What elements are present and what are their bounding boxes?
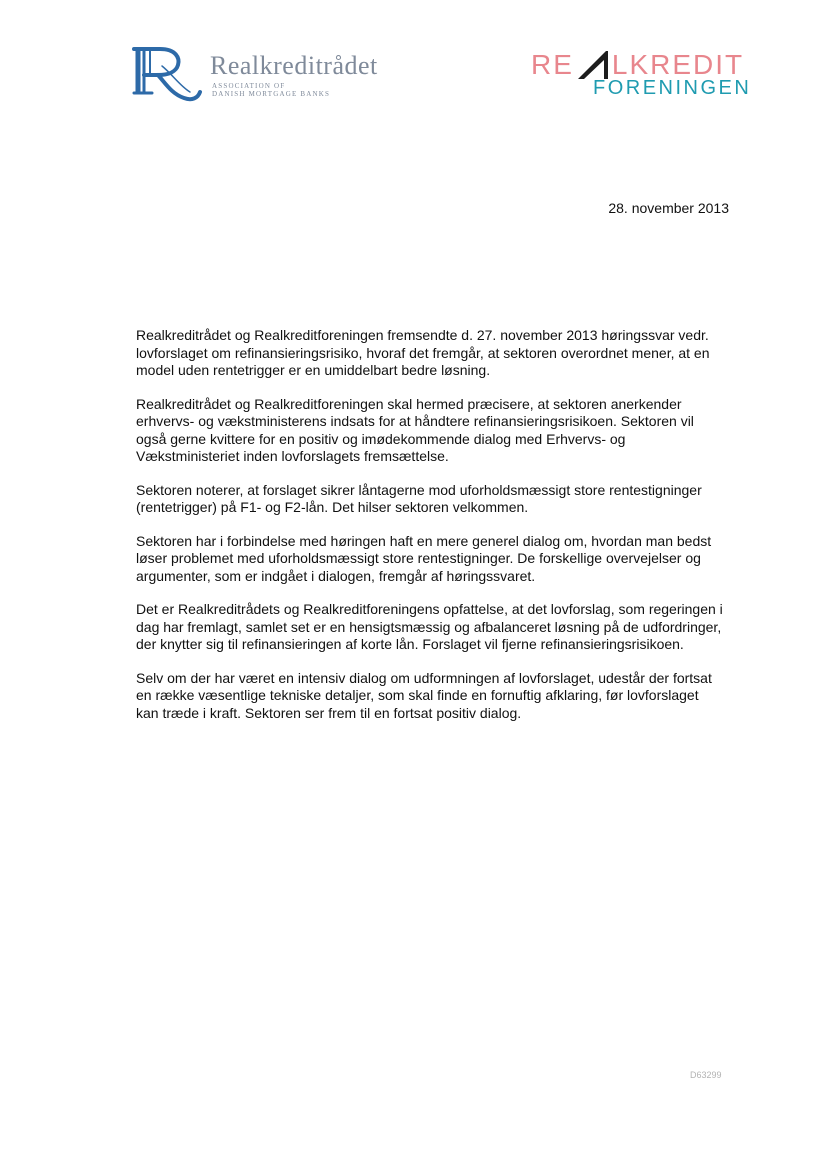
- realkreditraadet-logo-name: Realkreditrådet: [210, 51, 378, 80]
- paragraph-4: Sektoren har i forbindelse med høringen haft en mere generel dialog om, hvordan man bedst løser problemet med uforholdsmæssigt store rentestigninger. De forskellige overvejelser og argumenter, som er indgået i dialogen, fremgår af høringssvaret.: [136, 532, 712, 584]
- realkreditraadet-logo-subtitle-2: DANISH MORTGAGE BANKS: [212, 90, 331, 98]
- paragraph-2: Realkreditrådet og Realkreditforeningen skal hermed præcisere, at sektoren anerkender erhvervs- og vækstministerens indsats for at håndtere refinansieringsrisikoen. Sektoren vil også gerne kvittere for en positiv og imødekommende dialog med Erhvervs- og Vækstministeriet inden lovforslagets fremsættelse.: [136, 395, 694, 464]
- letter-body: [136, 327, 724, 738]
- realkreditraadet-logo: [132, 44, 402, 104]
- realkreditforeningen-logo-text-left: RE: [531, 49, 574, 80]
- document-id: D63299: [690, 1070, 722, 1080]
- realkreditforeningen-logo-text-right: LKREDIT: [611, 49, 745, 80]
- paragraph-6: Selv om der har været en intensiv dialog om udformningen af lovforslaget, udestår der fortsat en række væsentlige tekniske detaljer, som skal finde en fornuftig afklaring, før lovforslaget kan træde i kraft. Sektoren ser frem til en fortsat positiv dialog.: [136, 669, 712, 721]
- realkreditforeningen-logo: [531, 48, 752, 104]
- paragraph-1: Realkreditrådet og Realkreditforeningen fremsendte d. 27. november 2013 høringssvar vedr. lovforslaget om refinansieringsrisiko, hvoraf det fremgår, at sektoren overordnet mener, at en model uden rentetrigger er en umiddelbart bedre løsning.: [136, 327, 710, 378]
- paragraph-5: Det er Realkreditrådets og Realkreditforeningens opfattelse, at det lovforslag, som regeringen i dag har fremlagt, samlet set er en hensigtsmæssig og afbalanceret løsning på de udfordringer, der knytter sig til refinansieringen af korte lån. Forslaget vil fjerne refinansieringsrisikoen.: [136, 601, 723, 652]
- realkreditforeningen-roof-mark-icon: [576, 50, 610, 80]
- realkreditraadet-r-mark-icon: [132, 44, 204, 104]
- paragraph-3: Sektoren noterer, at forslaget sikrer låntagerne mod uforholdsmæssigt store rentestigninger (rentetrigger) på F1- og F2-lån. Det hilser sektoren velkommen.: [136, 481, 702, 515]
- letter-date: 28. november 2013: [608, 200, 729, 216]
- realkreditraadet-logo-subtitle-1: ASSOCIATION OF: [212, 82, 286, 90]
- realkreditforeningen-logo-text-bottom: FORENINGEN: [593, 77, 752, 99]
